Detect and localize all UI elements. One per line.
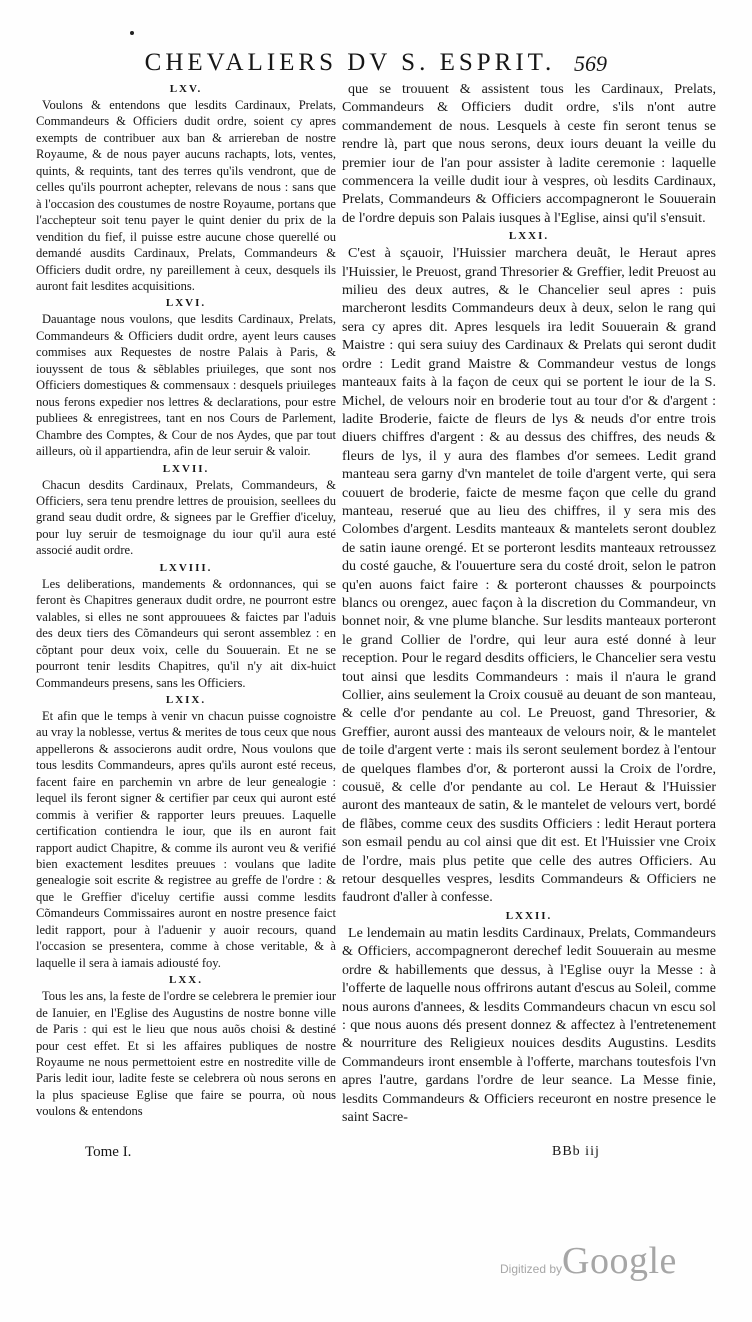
article-text: C'est à sçauoir, l'Huissier marchera deuãt, le Heraut apres l'Huissier, le Preuost, grand Thresorier & Greffier, ledit Preuost au milieu des deux autres, & le Chancelier seul apres : puis marcheront lesdits Commandeurs deux à deux, selon le rang qui sera cy apres dit. Apres lesquels ira ledit Souuerain & grand Maistre : qui sera suiuy des Cardinaux & Prelats qui seront dudit ordre : Ledit grand Maistre & Commandeur vestus de longs manteaux faits à la façon de ceux qui se portent le iour de la S. Michel, de velours noir en broderie tout au tour d'or & d'argent : ladite Broderie, faicte de fleurs de lys & neuds d'or entre trois diuers chiffres d'argent : & au dessus des chiffres, des neuds & fleurs de lys, il y aura des flambes d'or semees. Ledit grand manteau sera garny d'vn mantelet de toile d'argent verte, qui sera couuert de broderie, faicte de mesme façon que celle du grand manteau, reserué que au lieu des chiffres, il y sera mis des Colombes d'argent. Lesdits manteaux & mantelets seront doublez de satin iaune orengé. Et se porteront lesdits manteaux retroussez du costé gauche, & l'ouuerture sera du costé droit, selon le patron qu'en auons faict faire : & porteront chausses & pourpoincts blancs ou orengez, auec façon à la discretion du Commandeur, vn bonnet noir, & vne plume blanche. Sur lesdits manteaux porteront le grand Collier de l'ordre, qui leur aura esté donné à leur reception. Pour le regard desdits officiers, le Chancelier sera vestu tout ainsi que lesdits Commandeurs : mais il n'aura le grand Collier, ains seulement la Croix cousuë au deuant de son manteau, & celle d'or pendante au col. Le Preuost, gand Thresorier, & Greffier, auront aussi des manteaux de velours noir, & le mantelet de toile d'argent verte : mais ils seront seulement bordez à l'entour de quelques flambes d'or, & porteront aussi la Croix de l'ordre, cousuë, & celle d'or pendante au col. Le Heraut & l'Huissier auront des manteaux de satin, & le mantelet de velours vert, bordé de flãbes, comme ceux des susdits Officiers : ledit Heraut portera son esmail pendu au col ainsi que dit est. Et l'Huissier vne Croix de l'ordre, mais plus petite que celle des autres Officiers. Au retour desquelles vespres, lesdits Commandeurs & Officiers ne faudront d'aller à confesse. [342,245,716,906]
article-number: LXVIII. [159,561,213,574]
article-number: LXVII. [162,462,210,475]
ink-dot [130,31,134,35]
article-number: LXV. [169,83,203,95]
article-text: Le lendemain au matin lesdits Cardinaux, Prelats, Commandeurs & Officiers, accompagneront derechef ledit Souuerain au mesme ordre & habillements que dessus, à l'Eglise ouyr la Messe : à l'offerte de laquelle nous offrirons autant d'escus au Soleil, comme nous aurons d'annees, & lesdits Commandeurs chacun vn escu sol : que nous auons dés present donnez & affectez à l'entretenement & nourriture des Religieux nouices desdits Augustins. Lesdits Commandeurs iront ensemble à l'offerte, marchans toutesfois l'vn apres l'autre, gardans l'ordre de leur seance. La Messe finie, lesdits Commandeurs & Officiers receuront en nostre presence le saint Sacre- [342,924,716,1125]
article-text: Les deliberations, mandements & ordonnances, qui se feront ès Chapitres generaux dudit ordre, ne pourront estre valables, si elles ne sont approuuees & faictes par l'aduis des deux tiers des Cõmandeurs qui seront assemblez : en cõptant pour deux voix, celle du Souuerain. Et ne se pourront tenir lesdits Chapitres, qu'il n'y ait dix-huict Commandeurs presens, sans les Officiers. [36,576,336,690]
volume-label: Tome I. [85,1144,132,1160]
watermark-prefix: Digitized by [500,1262,563,1276]
left-column [36,80,336,1122]
google-logo: Google [562,1240,677,1282]
article-text: Dauantage nous voulons, que lesdits Cardinaux, Prelats, Commandeurs & Officiers dudit ordre, ayent leurs causes commises aux Requestes de nostre Palais à Paris, & iouyssent de tous & sẽblables priuileges, que sont nos Officiers domestiques & commensaux : desquels priuileges nous ferons expedier nos lettres & declarations, pour estre publiees & enregistrees, tant en nos Cours de Parlement, Chambre des Comptes, & Cour de nos Aydes, que par tout ailleurs, où il appartiendra, afin de leur seruir & valoir. [36,312,336,459]
article-text: Voulons & entendons que lesdits Cardinaux, Prelats, Commandeurs & Officiers dudit ordre, soient cy apres exempts de contribuer aux ban & arriereban de nostre Royaume, & de nous payer aucuns rachapts, lots, ventes, quints, & requints, tant des terres qu'ils vendront, que de celles qu'ils pourront achepter, relevans de nous : sans que à l'occasion des coustumes de nostre Royaume, portans que l'acchepteur soit tenu payer le quint denier du prix de la vendition du fief, il puisse estre aucune chose querellé ou demandé ausdits Cardinaux, Prelats, Commandeurs & Officiers dudit ordre, ny pareillement à ceux, desquels ils auront fait lesdites acquisitions. [36,98,336,293]
article-number: LXIX. [165,693,207,706]
right-column [342,80,716,1128]
google-watermark [480,1240,730,1290]
article-text: Tous les ans, la feste de l'ordre se celebrera le premier iour de Ianuier, en l'Eglise des Augustins de nostre bonne ville de Paris : qui est le lieu que nous auõs choisi & destiné pour cest effet. Et si les affaires publiques de nostre Royaume ne nous permettoient estre en nostredite ville de Paris ledit iour, ladite feste se celebrera où nous serons en la plus spacieuse Eglise que faire se pourra, où nous voulons & entendons [36,989,337,1119]
article-text: que se trouuent & assistent tous les Cardinaux, Prelats, Commandeurs & Officiers dudit ordre, s'ils n'ont autre commandement de nous. Lesquels à ceste fin seront tenus se rendre là, part que nous serons, deux iours deuant la veille du premier iour de l'an pour assister à ladite ceremonie : laquelle commencera la veille dudit iour à vespres, où lesdits Cardinaux, Prelats, Commandeurs & Officiers accompagneront le Souuerain de l'ordre depuis son Palais iusques à l'Eglise, ainsi qu'il s'ensuit. [342,81,716,226]
article-number: LXXII. [505,909,553,922]
article-text: Chacun desdits Cardinaux, Prelats, Commandeurs, & Officiers, sera tenu prendre lettres de prouision, seellees du grand seau dudit ordre, & signees par le Greffier d'iceluy, pour luy seruir de tesmoignage du iour qu'il aura esté associé audit ordre. [36,477,336,558]
page-number: 569 [574,51,607,76]
article-number: LXX. [169,974,203,987]
article-number: LXXI. [508,230,550,243]
running-title: CHEVALIERS DV S. ESPRIT. [144,49,556,76]
article-number: LXVI. [165,297,207,310]
signature-mark: BBb iij [552,1144,600,1159]
article-text: Et afin que le temps à venir vn chacun puisse cognoistre au vray la noblesse, vertus & merites de tous ceux que nous appellerons & associerons audit ordre, Nous voulons que tous lesdits Commandeurs, apres qu'ils auront esté receus, facent faire en parchemin vn arbre de leur genealogie : lequel ils feront signer & certifier par ceux qui auront esté commis à verifier & rapporter leurs preuues. Laquelle certification contiendra le iour, que ils en auront fait rapport audict Chapitre, & comme ils auront veu & verifié bien exactement lesdites preuues : voulans que ladite genealogie soit escrite & registree au greffe de l'ordre : & que le Greffier d'iceluy certifie aussi comme lesdits Cõmandeurs Commissaires auront en nostre presence faict ledit rapport, pour à l'aduenir y auoir recours, quand l'occasion se presentera, comme à chose veritable, & à laquelle il sera à iamais adiousté foy. [36,708,336,970]
